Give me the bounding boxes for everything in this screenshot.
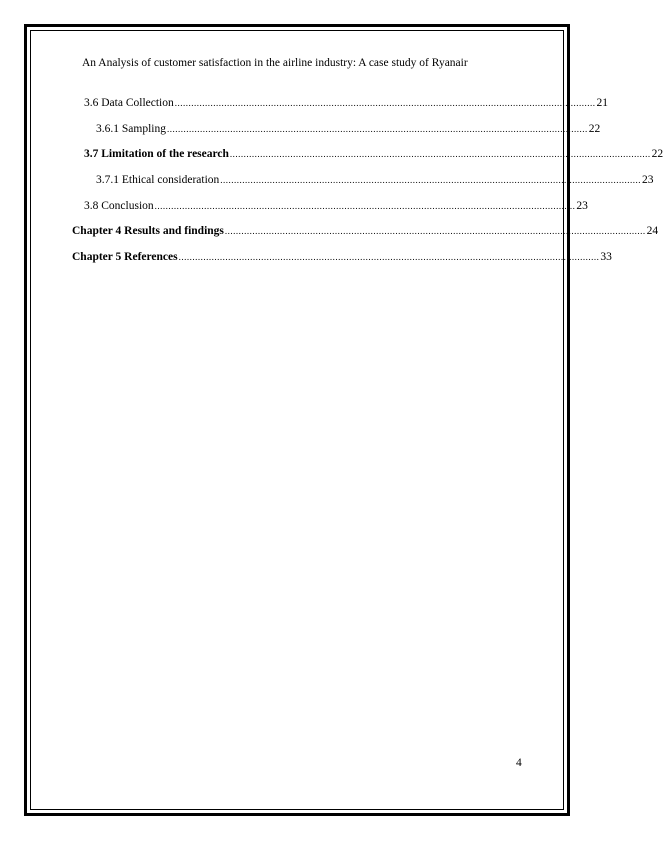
toc-entry[interactable]: [72, 249, 612, 265]
toc-entry-label: 3.8 Conclusion: [84, 200, 154, 212]
toc-entry-page: 22: [651, 148, 663, 160]
toc-leader-dots: .........................................................................................................................................................: [224, 226, 646, 236]
toc-leader-dots: .........................................................................................................................................................: [178, 252, 600, 262]
toc-entry[interactable]: [96, 172, 654, 188]
toc-leader-dots: .........................................................................................................................................................: [229, 149, 651, 159]
toc-entry-page: 23: [642, 174, 654, 186]
toc-leader-dots: .........................................................................................................................................................: [154, 201, 576, 211]
toc-entry[interactable]: [84, 198, 588, 214]
toc-entry[interactable]: [84, 95, 608, 111]
toc-entry-label: 3.7.1 Ethical consideration: [96, 174, 220, 186]
toc-entry[interactable]: [72, 223, 659, 239]
toc-entry-label: 3.6 Data Collection: [84, 97, 174, 109]
toc-entry-label: 3.6.1 Sampling: [96, 123, 166, 135]
toc-leader-dots: .........................................................................................................................................................: [220, 175, 642, 185]
toc-entry-label: Chapter 4 Results and findings: [72, 225, 224, 237]
toc-entry-label: Chapter 5 References: [72, 251, 178, 263]
toc-entry[interactable]: [84, 146, 663, 162]
toc-entry[interactable]: [96, 121, 601, 137]
toc-entry-page: 23: [576, 200, 588, 212]
toc-entry-page: 24: [646, 225, 659, 237]
page-number: 4: [516, 757, 522, 769]
toc-entry-page: 22: [588, 123, 601, 135]
toc-entry-label: 3.7 Limitation of the research: [84, 148, 229, 160]
running-header: An Analysis of customer satisfaction in the airline industry: A case study of Ryanair: [82, 57, 468, 69]
toc-leader-dots: .........................................................................................................................................................: [174, 98, 596, 108]
toc-entry-page: 33: [600, 251, 612, 263]
toc-leader-dots: .........................................................................................................................................................: [166, 124, 588, 134]
toc-entry-page: 21: [596, 97, 608, 109]
